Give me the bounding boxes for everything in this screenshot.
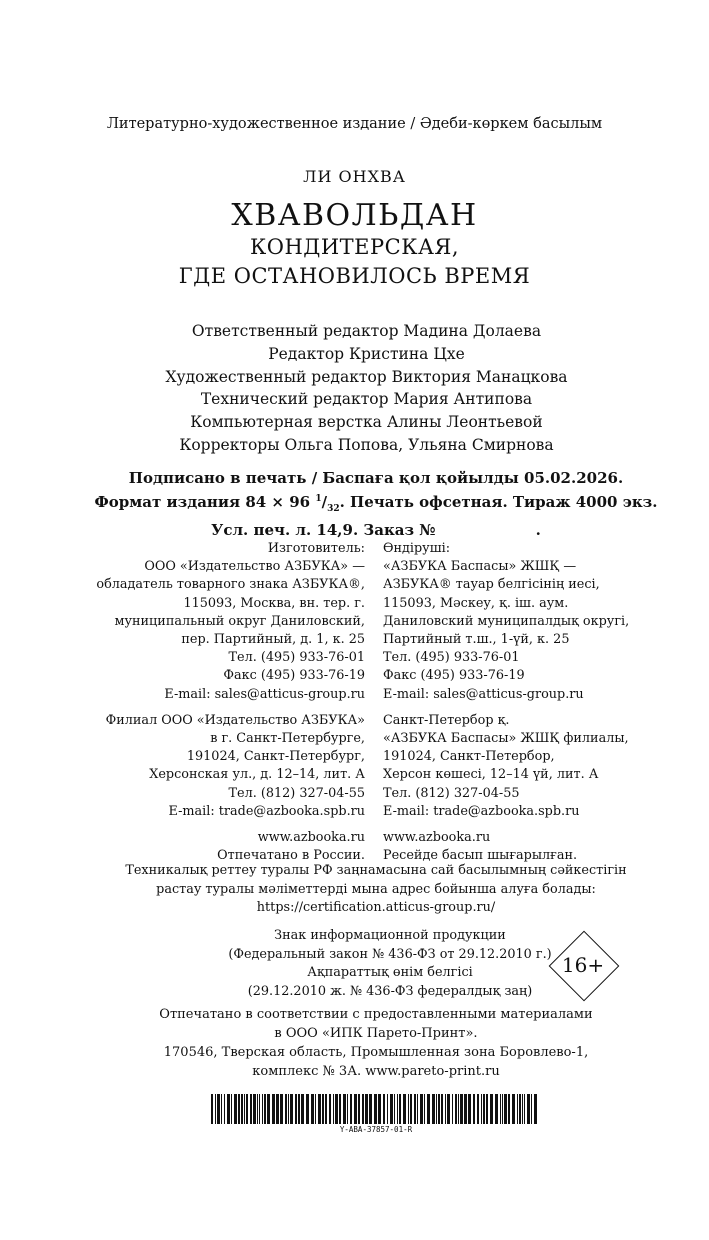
format-fraction-num: 1 bbox=[315, 494, 322, 504]
certification-line: Техникалық реттеу туралы РФ заңнамасына сай басылымның сәйкестігін bbox=[125, 863, 627, 878]
branch-kz-line: Тел. (812) 327-04-55 bbox=[383, 785, 520, 801]
info-mark-line: Ақпараттық өнім белгісі bbox=[307, 965, 473, 980]
editorial-staff bbox=[12, 320, 709, 457]
book-title: ХВАВОЛЬДАН bbox=[231, 198, 478, 233]
branch-kz-line: 191024, Санкт-Петербор, bbox=[383, 749, 555, 765]
format-fraction-den: 32 bbox=[327, 504, 340, 514]
manufacturer-kz-line: 115093, Мәскеу, қ. іш. аум. bbox=[383, 595, 569, 611]
info-mark-line: Знак информационной продукции bbox=[274, 928, 506, 943]
barcode-icon bbox=[211, 1094, 539, 1124]
barcode-text: Y-ABA-37857-01-R bbox=[339, 1125, 413, 1134]
sheets-suffix: . bbox=[535, 521, 541, 539]
format-suffix: . Печать офсетная. Тираж 4000 экз. bbox=[339, 493, 658, 511]
staff-line: Редактор Кристина Цхе bbox=[268, 344, 465, 363]
branch-kz-line: «АЗБУКА Баспасы» ЖШҚ филиалы, bbox=[383, 731, 629, 747]
staff-line: Компьютерная верстка Алины Леонтьевой bbox=[190, 413, 543, 432]
certification-url: https://certification.atticus-group.ru/ bbox=[256, 900, 496, 915]
manufacturer-ru-line: пер. Партийный, д. 1, к. 25 bbox=[181, 632, 365, 648]
manufacturer-ru-line: Факс (495) 933-76-19 bbox=[223, 668, 365, 684]
printer-info bbox=[0, 1005, 709, 1081]
printer-line: Отпечатано в соответствии с предоставленными материалами bbox=[159, 1007, 593, 1022]
staff-line: Корректоры Ольга Попова, Ульяна Смирнова bbox=[179, 435, 554, 454]
manufacturer-kz-line: Даниловский муниципалдық округі, bbox=[383, 613, 630, 629]
manufacturer-kz-line: Тел. (495) 933-76-01 bbox=[383, 650, 520, 666]
manufacturer-kz-line: Өндіруші: bbox=[383, 541, 451, 556]
footer-ru-line: www.azbooka.ru bbox=[257, 830, 365, 846]
author-name: ЛИ ОНХВА bbox=[303, 167, 406, 186]
subtitle-line: КОНДИТЕРСКАЯ, bbox=[250, 235, 459, 259]
branch-ru-line: Тел. (812) 327-04-55 bbox=[228, 785, 365, 801]
sheets-line bbox=[0, 520, 709, 541]
footer-kz-line: www.azbooka.ru bbox=[383, 830, 491, 846]
format-prefix: Формат издания 84 × 96 bbox=[94, 493, 311, 511]
print-info bbox=[0, 468, 709, 541]
staff-line: Ответственный редактор Мадина Долаева bbox=[191, 322, 542, 340]
branch-ru-line: E-mail: trade@azbooka.spb.ru bbox=[168, 803, 365, 819]
info-mark-line: (Федеральный закон № 436-ФЗ от 29.12.2010 г.) bbox=[228, 946, 552, 962]
sheets-prefix: Усл. печ. л. 14,9. Заказ № bbox=[211, 521, 436, 539]
manufacturer-ru-line: ООО «Издательство АЗБУКА» — bbox=[144, 559, 365, 575]
certification-note bbox=[0, 862, 709, 918]
genre-line: Литературно-художественное издание / Әдеби-көркем басылым bbox=[106, 116, 603, 132]
manufacturer-ru-line: 115093, Москва, вн. тер. г. bbox=[183, 595, 365, 611]
branch-ru-line: 191024, Санкт-Петербург, bbox=[186, 749, 365, 765]
manufacturer-ru-line: E-mail: sales@atticus-group.ru bbox=[164, 686, 365, 702]
manufacturer-kz-line: «АЗБУКА Баспасы» ЖШҚ — bbox=[383, 559, 577, 575]
publisher-details-ru bbox=[0, 540, 365, 865]
branch-ru-line: в г. Санкт-Петербурге, bbox=[210, 731, 365, 747]
printer-line: комплекс № 3А. www.pareto-print.ru bbox=[252, 1064, 500, 1079]
manufacturer-kz-line: Факс (495) 933-76-19 bbox=[383, 668, 525, 684]
printer-line: 170546, Тверская область, Промышленная зона Боровлево-1, bbox=[163, 1045, 589, 1060]
branch-kz-line: Санкт-Петербор қ. bbox=[383, 712, 510, 728]
branch-kz-line: E-mail: trade@azbooka.spb.ru bbox=[383, 803, 580, 819]
manufacturer-kz-line: Партийный т.ш., 1-үй, к. 25 bbox=[383, 632, 570, 648]
footer-ru-line: Отпечатано в России. bbox=[217, 848, 365, 864]
format-line: Формат издания 84 × 96 $^1/_{32}$. Печать офсетная. Тираж 4000 экз. bbox=[94, 493, 658, 514]
staff-line: Технический редактор Мария Антипова bbox=[200, 390, 533, 409]
footer-kz-line: Ресейде басып шығарылған. bbox=[383, 848, 578, 864]
book-subtitle bbox=[0, 233, 709, 291]
subtitle-line: ГДЕ ОСТАНОВИЛОСЬ ВРЕМЯ bbox=[178, 264, 531, 288]
age-rating-badge bbox=[549, 931, 617, 999]
manufacturer-ru-line: муниципальный округ Даниловский, bbox=[114, 613, 365, 629]
certification-line: растау туралы мәліметтерді мына адрес бойынша алуға болады: bbox=[156, 881, 596, 897]
printer-line: в ООО «ИПК Парето-Принт». bbox=[274, 1026, 478, 1041]
manufacturer-kz-line: АЗБУКА® тауар белгісінің иесі, bbox=[383, 577, 600, 593]
info-mark-line: (29.12.2010 ж. № 436-ФЗ федералдық заң) bbox=[247, 983, 533, 999]
branch-kz-line: Херсон көшесі, 12–14 үй, лит. А bbox=[383, 767, 599, 783]
publisher-details-kz bbox=[383, 540, 703, 865]
manufacturer-ru-line: обладатель товарного знака АЗБУКА®, bbox=[96, 577, 365, 593]
manufacturer-ru-line: Тел. (495) 933-76-01 bbox=[228, 650, 365, 666]
branch-ru-line: Херсонская ул., д. 12–14, лит. А bbox=[149, 767, 365, 783]
branch-ru-line: Филиал ООО «Издательство АЗБУКА» bbox=[105, 712, 365, 728]
manufacturer-kz-line: E-mail: sales@atticus-group.ru bbox=[383, 686, 584, 702]
signed-line: Подписано в печать / Баспаға қол қойылды 05.02.2026. bbox=[128, 469, 624, 487]
staff-line: Художественный редактор Виктория Манацкова bbox=[165, 367, 568, 386]
age-rating-text: 16+ bbox=[561, 953, 605, 977]
manufacturer-ru-line: Изготовитель: bbox=[267, 541, 365, 556]
